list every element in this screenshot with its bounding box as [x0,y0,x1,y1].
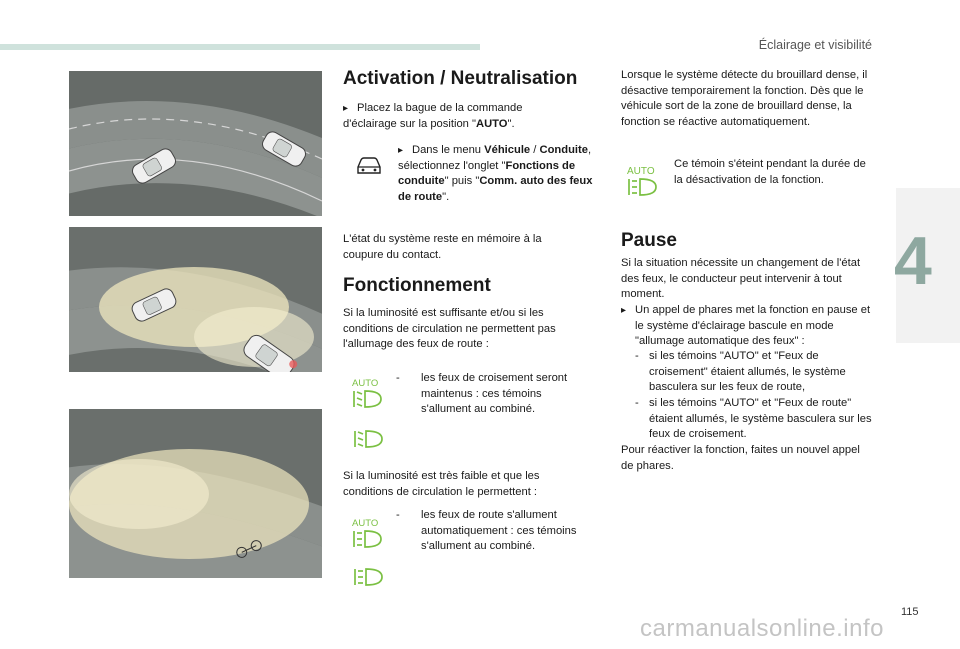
activation-bullet-2: ▸ Dans le menu Véhicule / Conduite, sélectionnez l'onglet "Fonctions de conduite" puis "Comm. auto des feux de route". [398,144,593,203]
dash-2: - [396,509,400,521]
bullet-arrow-icon: ▸ [398,145,404,156]
watermark: carmanualsonline.info [640,615,884,642]
illustration-auto-on [69,71,322,216]
pause-sub-item-2: - si les témoins "AUTO" et "Feux de route" étaient allumés, le système basculera sur les feux de croisement. [635,397,872,441]
pause-sub-item-1: - si les témoins "AUTO" et "Feux de croisement" étaient allumés, le système basculera sur les feux de route, [635,350,846,394]
auto-label: AUTO [627,166,655,177]
fonctionnement-para-1: Si la luminosité est suffisante et/ou si les conditions de circulation ne permettent pas l'allumage des feux de route : [343,307,556,351]
indicator-note: Ce témoin s'éteint pendant la durée de la désactivation de la fonction. [674,158,866,186]
memory-text: L'état du système reste en mémoire à la coupure du contact. [343,233,542,261]
pause-bullet: ▸ Un appel de phares met la fonction en pause et le système d'éclairage bascule en mode "allumage automatique des feux" : [621,304,871,348]
header-accent-bar [0,44,480,50]
auto-high-beam-indicator-icon [351,516,385,550]
fog-detection-text: Lorsque le système détecte du brouillard dense, il désactive temporairement la fonction. Dès que le véhicule sort de la zone de brouillard dense, la fonction se réactive automatiquement. [621,69,868,128]
fonctionnement-para-2: Si la luminosité est très faible et que les conditions de circulation le permettent : [343,470,540,498]
bullet-arrow-icon: ▸ [343,103,349,114]
auto-label: AUTO [352,378,379,389]
illustration-high-beam [69,409,322,578]
illustration-low-beam [69,227,322,372]
auto-label: AUTO [352,518,379,529]
high-beam-text: les feux de route s'allument automatiquement : ces témoins s'allument au combiné. [421,509,577,553]
low-beam-indicator-icon [352,428,384,450]
activation-title: Activation / Neutralisation [343,68,578,89]
auto-indicator-icon [624,163,662,199]
high-beam-indicator-icon [352,566,384,588]
car-settings-icon [354,155,384,177]
reactivate-text: Pour réactiver la fonction, faites un nouvel appel de phares. [621,444,860,472]
pause-text: Si la situation nécessite un changement de l'état des feux, le conducteur peut intervenir à tout moment. [621,257,861,301]
auto-low-beam-indicator-icon [351,376,385,410]
section-title: Éclairage et visibilité [758,38,872,52]
dash-1: - [396,372,400,384]
page-number: 115 [901,606,919,618]
pause-title: Pause [621,230,677,251]
fonctionnement-title: Fonctionnement [343,275,491,296]
bullet-arrow-icon: ▸ [621,305,627,316]
activation-bullet-1: ▸ Placez la bague de la commande d'éclairage sur la position "AUTO". [343,102,523,130]
dipped-beam-text: les feux de croisement seront maintenus : ces témoins s'allument au combiné. [421,372,568,416]
chapter-number: 4 [894,223,932,299]
